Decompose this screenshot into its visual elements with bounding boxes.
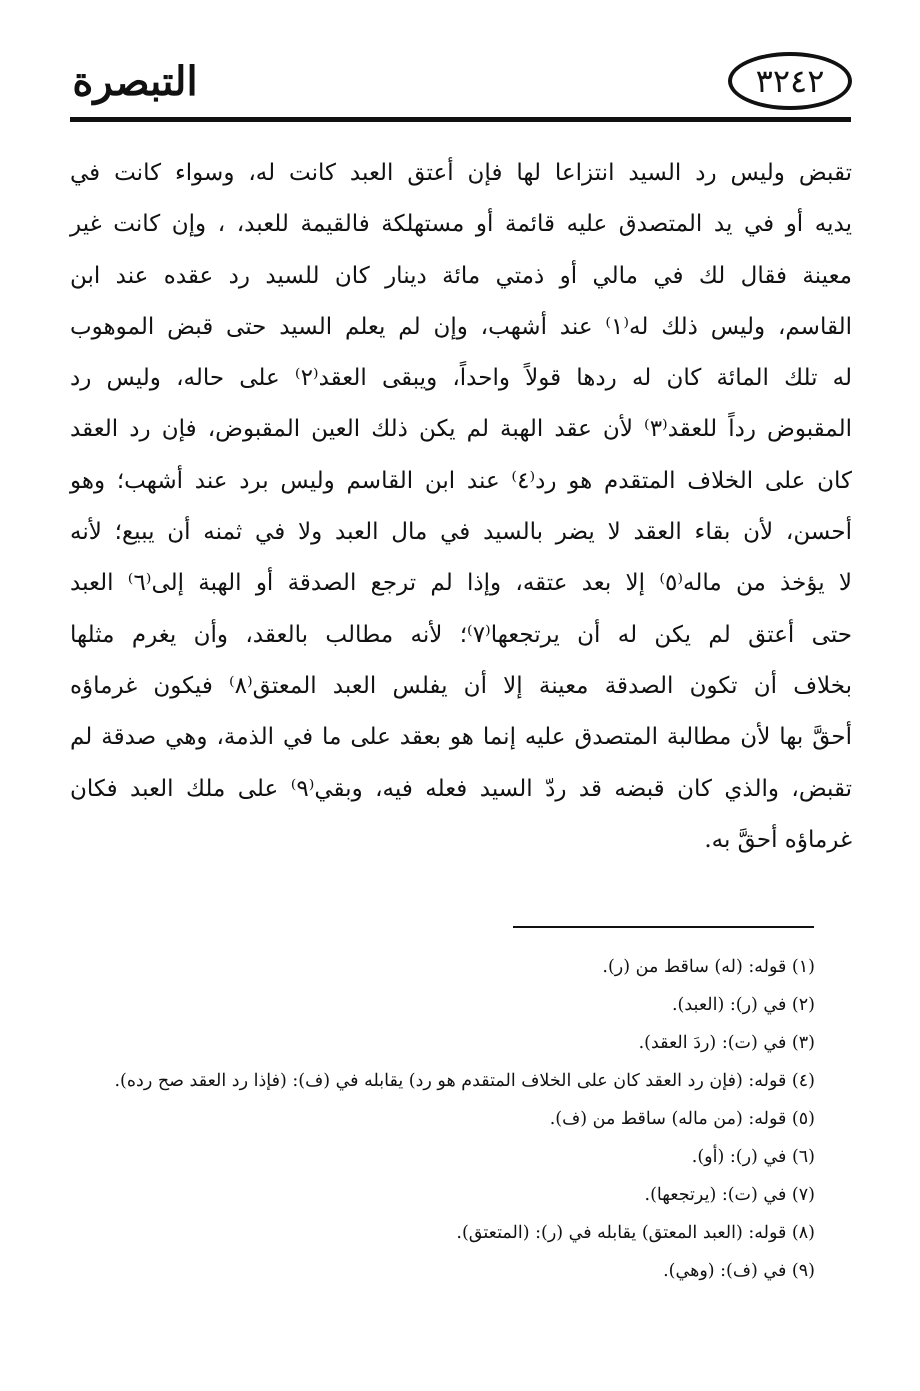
footnote: (٧) في (ت): (يرتجعها). (644, 1185, 815, 1205)
text-line: معينة فقال لك في مالي أو ذمتي مائة دينار كان للسيد رد عقده عند ابن (70, 262, 852, 289)
footnote: (٩) في (ف): (وهي). (663, 1261, 815, 1281)
text-line: حتى أعتق لم يكن له أن يرتجعها⁽٧⁾؛ لأنه مطالب بالعقد، وأن يغرم مثلها (70, 621, 852, 648)
text-line: القاسم، وليس ذلك له⁽١⁾ عند أشهب، وإن لم يعلم السيد حتى قبض الموهوب (70, 313, 852, 340)
main-text (70, 148, 852, 866)
footnote-rule (513, 926, 814, 928)
text-line: بخلاف أن تكون الصدقة معينة إلا أن يفلس العبد المعتق⁽٨⁾ فيكون غرماؤه (70, 672, 853, 699)
text-line: المقبوض رداً للعقد⁽٣⁾ لأن عقد الهبة لم يكن ذلك العين المقبوض، فإن رد العقد (70, 416, 852, 443)
footnote: (١) قوله: (له) ساقط من (ر). (602, 957, 815, 977)
footnote: (٦) في (ر): (أو). (691, 1147, 815, 1167)
book-title: التبصرة (72, 58, 198, 105)
text-line: له تلك المائة كان له ردها قولاً واحداً، ويبقى العقد⁽٢⁾ على حاله، وليس رد (70, 365, 852, 392)
footnotes (70, 948, 815, 1290)
footnote: (٤) قوله: (فإن رد العقد كان على الخلاف المتقدم هو رد) يقابله في (ف): (فإذا رد العقد صح رده). (114, 1071, 815, 1091)
footnote: (٣) في (ت): (ردَ العقد). (638, 1033, 815, 1053)
footnote: (٨) قوله: (العبد المعتق) يقابله في (ر): (المتعتق). (456, 1223, 815, 1243)
page-header (70, 38, 852, 128)
text-line: تقبض، والذي كان قبضه قد ردّ السيد فعله فيه، وبقي⁽٩⁾ على ملك العبد فكان (70, 775, 852, 802)
text-line: غرماؤه أحقَّ به. (704, 826, 852, 853)
header-rule (70, 117, 851, 122)
text-line: لا يؤخذ من ماله⁽٥⁾ إلا بعد عتقه، وإذا لم ترجع الصدقة أو الهبة إلى⁽٦⁾ العبد (70, 570, 852, 597)
text-line: أحسن، لأن بقاء العقد لا يضر بالسيد في مال العبد ولا في ثمنه أن يبيع؛ لأنه (70, 519, 852, 546)
text-line: يديه أو في يد المتصدق عليه قائمة أو مستهلكة فالقيمة للعبد، ، وإن كانت غير (70, 211, 852, 238)
text-line: أحقَّ بها لأن مطالبة المتصدق عليه إنما هو بعقد على ما في الذمة، وهي صدقة لم (70, 724, 852, 751)
text-line: تقبض وليس رد السيد انتزاعا لها فإن أعتق العبد كانت له، وسواء كانت في (70, 160, 852, 186)
footnote: (٢) في (ر): (العبد). (671, 995, 815, 1015)
text-line: كان على الخلاف المتقدم هو رد⁽٤⁾ عند ابن القاسم وليس برد عند أشهب؛ وهو (70, 467, 852, 494)
footnote: (٥) قوله: (من ماله) ساقط من (ف). (549, 1109, 815, 1129)
page-number: ٣٢٤٢ (755, 62, 825, 100)
